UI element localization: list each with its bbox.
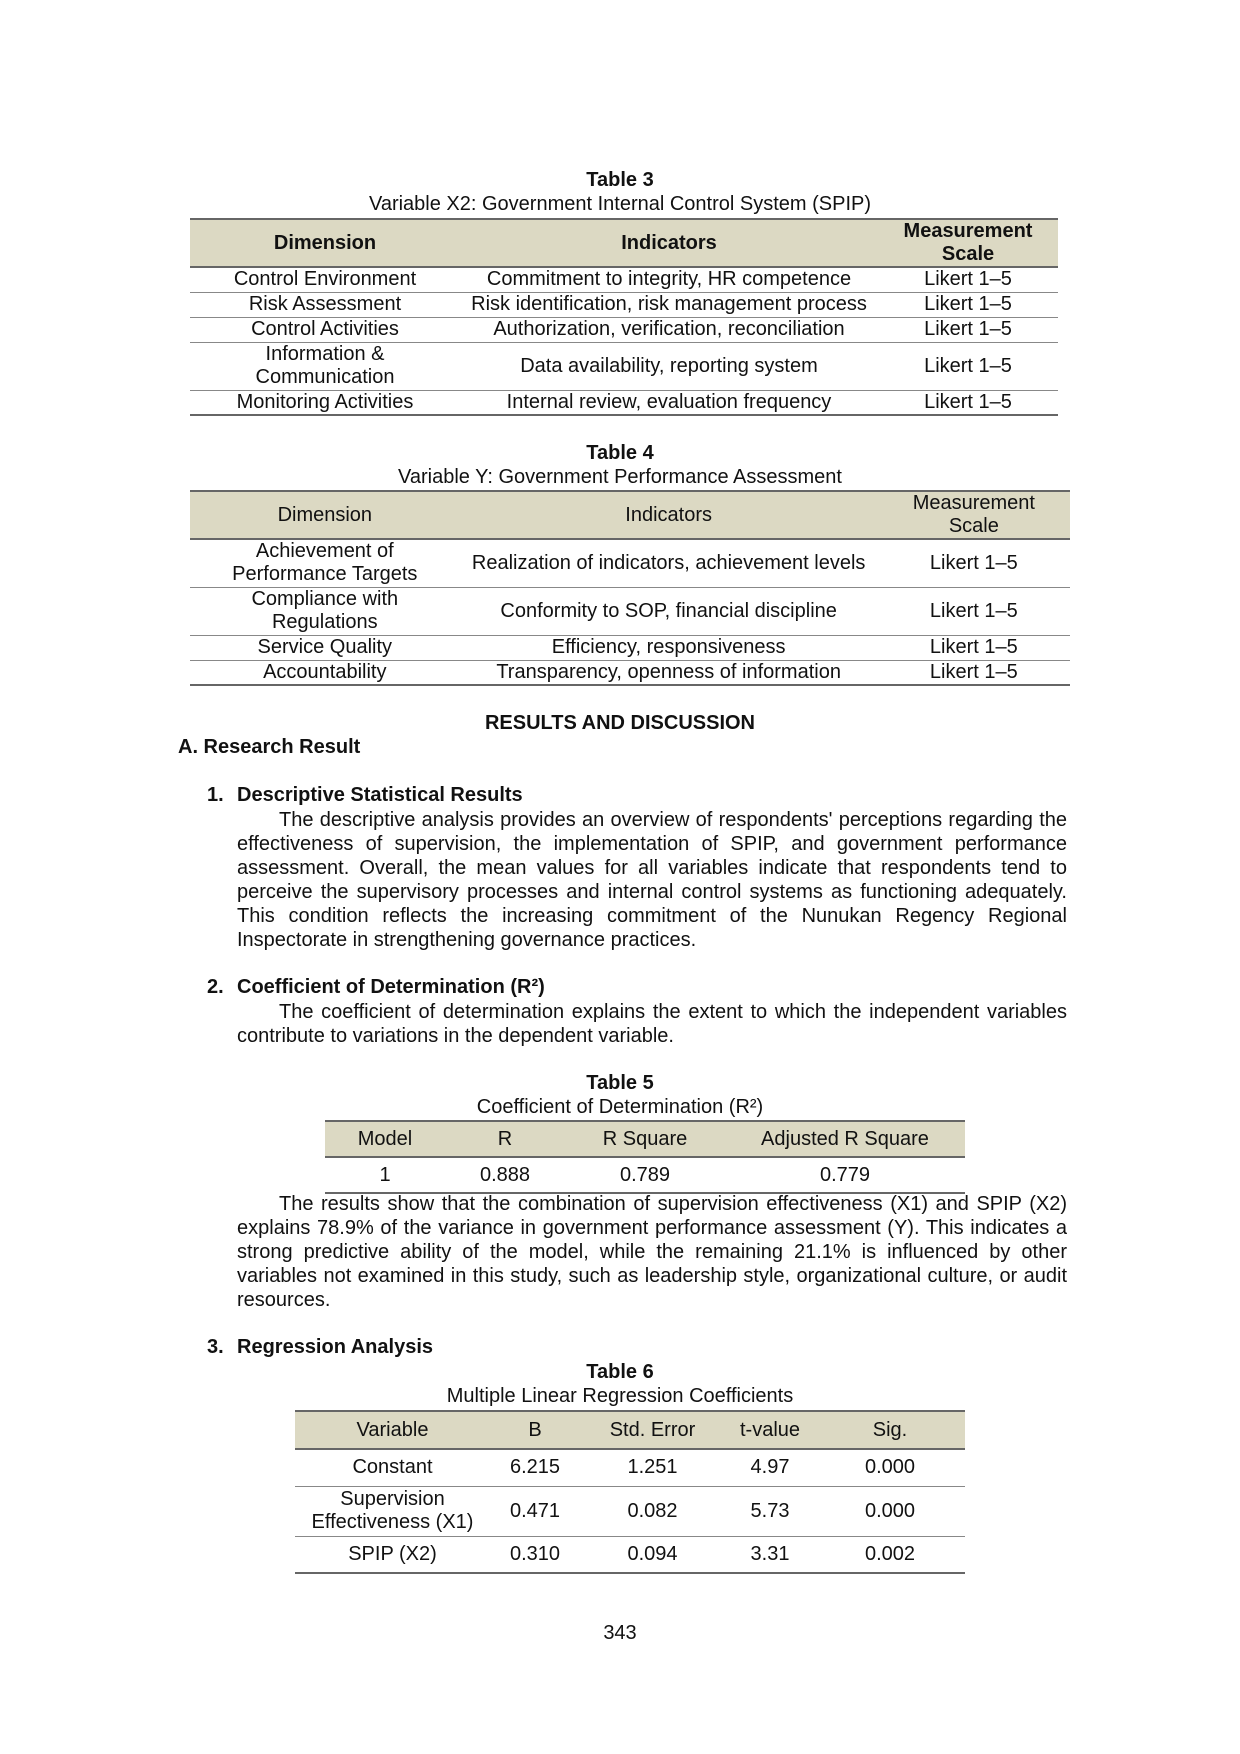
subsection-heading: A. Research Result: [178, 736, 361, 758]
table4-header-cell: Indicators: [460, 491, 878, 539]
item-2-heading: [207, 976, 545, 999]
table-row: [190, 317, 1058, 342]
table-row: [190, 267, 1058, 292]
table-cell: 6.215: [509, 1456, 561, 1479]
item-number: 1.: [207, 784, 224, 806]
table6-header-cell: Sig.: [815, 1411, 965, 1449]
table-cell: Likert 1–5: [924, 318, 1012, 340]
table-cell: Likert 1–5: [924, 390, 1012, 413]
table-cell: Supervision Effectiveness (X1): [311, 1488, 474, 1533]
table3-header-cell: Indicators: [460, 219, 878, 267]
table5-header-row: [325, 1121, 965, 1157]
table-cell: 5.73: [750, 1499, 790, 1522]
table-row: [190, 660, 1070, 685]
table3-header-cell: Dimension: [190, 219, 460, 267]
table-cell: Control Activities: [251, 318, 399, 340]
table-cell: 1: [379, 1163, 391, 1186]
table-cell: SPIP (X2): [348, 1542, 437, 1565]
table-cell: 4.97: [750, 1456, 790, 1479]
table-cell: Risk identification, risk management process: [471, 293, 867, 315]
table-cell: 3.31: [750, 1542, 790, 1565]
table4-number: Table 4: [586, 442, 654, 464]
table-cell: Realization of indicators, achievement levels: [471, 551, 866, 574]
table6-number: Table 6: [586, 1361, 654, 1383]
table3-number: Table 3: [586, 169, 654, 191]
table-cell: Information & Communication: [255, 343, 395, 388]
table-cell: Constant: [352, 1456, 433, 1479]
table5-caption: [0, 1071, 1240, 1119]
table4-header-cell: Dimension: [190, 491, 460, 539]
item-heading-text: Coefficient of Determination (R²): [237, 976, 545, 998]
table3-header-row: [190, 219, 1058, 267]
paragraph-determination: The coefficient of determination explains the extent to which the independent variables contribute to variations in the dependent variable.: [237, 1001, 1067, 1047]
table6-caption: [0, 1360, 1240, 1408]
table-cell: 0.471: [509, 1499, 561, 1522]
table-row: [190, 635, 1070, 660]
table-cell: 0.779: [819, 1163, 871, 1186]
table6-header-cell: Variable: [295, 1411, 490, 1449]
table3-caption: [0, 168, 1240, 216]
table-cell: Internal review, evaluation frequency: [506, 390, 832, 413]
table-cell: 0.002: [864, 1542, 916, 1565]
table5-title: Coefficient of Determination (R²): [476, 1096, 764, 1118]
paragraph-results: The results show that the combination of supervision effectiveness (X1) and SPIP (X2) explains 78.9% of the variance in government performance assessment (Y). This indicates a strong predictive ability of the model, while the remaining 21.1% is influenced by other variables not examined in this study, such as leadership style, organizational culture, or audit resources.: [237, 1193, 1067, 1311]
table-cell: Likert 1–5: [924, 293, 1012, 315]
table-row: [190, 539, 1070, 587]
table-cell: 0.310: [509, 1542, 561, 1565]
table3-title: Variable X2: Government Internal Control System (SPIP): [368, 193, 872, 215]
table4: [190, 490, 1070, 686]
table-cell: Authorization, verification, reconciliation: [493, 318, 845, 340]
table-cell: Likert 1–5: [929, 660, 1018, 683]
table6: [295, 1410, 965, 1574]
table-cell: Control Environment: [233, 268, 417, 291]
table-cell: Risk Assessment: [248, 293, 402, 315]
item-heading-text: Regression Analysis: [237, 1336, 434, 1358]
table6-header-cell: t-value: [725, 1411, 815, 1449]
table6-header-cell: Std. Error: [580, 1411, 725, 1449]
table-cell: Likert 1–5: [924, 268, 1012, 291]
table-cell: 0.082: [627, 1499, 678, 1522]
table6-header-row: [295, 1411, 965, 1449]
table-cell: Data availability, reporting system: [520, 354, 818, 377]
paragraph-descriptive: The descriptive analysis provides an overview of respondents' perceptions regarding the effectiveness of supervision, the implementation of SPIP, and government performance assessment. Overall, the mean values for all variables indicate that respondents tend to perceive the supervisory processes and internal control systems as functioning adequately. This condition reflects the increasing commitment of the Nunukan Regency Regional Inspectorate in strengthening governance practices.: [237, 809, 1067, 951]
table3: [190, 218, 1058, 416]
table-row: [190, 342, 1058, 390]
item-number: 2.: [207, 976, 224, 998]
table-row: [295, 1536, 965, 1573]
table4-header-row: [190, 491, 1070, 539]
table-row: [190, 390, 1058, 415]
table-cell: Commitment to integrity, HR competence: [486, 268, 852, 291]
table-cell: Efficiency, responsiveness: [551, 636, 786, 658]
item-3-heading: [207, 1336, 433, 1359]
table-cell: 0.000: [864, 1456, 916, 1479]
table4-header-cell: Measurement Scale: [878, 491, 1070, 539]
item-heading-text: Descriptive Statistical Results: [237, 784, 523, 806]
table5: [325, 1120, 965, 1194]
table-cell: Likert 1–5: [924, 354, 1012, 377]
table4-caption: [0, 441, 1240, 489]
table-cell: Likert 1–5: [929, 636, 1018, 658]
item-number: 3.: [207, 1336, 224, 1358]
table-row: [295, 1449, 965, 1486]
table6-title: Multiple Linear Regression Coefficients: [446, 1385, 794, 1407]
table-row: [190, 587, 1070, 635]
table4-title: Variable Y: Government Performance Assessment: [398, 466, 842, 488]
table-cell: 0.000: [864, 1499, 916, 1522]
table6-header-cell: B: [490, 1411, 580, 1449]
table-cell: Accountability: [263, 660, 387, 683]
table-row: [325, 1157, 965, 1193]
table5-header-cell: Model: [325, 1121, 445, 1157]
table-cell: Compliance with Regulations: [251, 588, 399, 633]
table-cell: 0.888: [479, 1163, 531, 1186]
table-cell: Conformity to SOP, financial discipline: [500, 599, 837, 622]
table5-header-cell: Adjusted R Square: [725, 1121, 965, 1157]
table5-header-cell: R Square: [565, 1121, 725, 1157]
table-cell: Achievement of Performance Targets: [232, 540, 418, 586]
table-row: [295, 1486, 965, 1536]
item-1-heading: [207, 784, 523, 807]
table3-header-cell: Measurement Scale: [878, 219, 1058, 267]
table-cell: 0.094: [627, 1542, 678, 1565]
table5-number: Table 5: [586, 1072, 654, 1094]
table5-header-cell: R: [445, 1121, 565, 1157]
table-cell: 0.789: [619, 1163, 671, 1186]
table-cell: 1.251: [627, 1456, 678, 1479]
table-row: [190, 292, 1058, 317]
table-cell: Monitoring Activities: [236, 390, 414, 413]
table-cell: Service Quality: [257, 636, 393, 658]
page-number: 343: [603, 1622, 637, 1644]
table-cell: Transparency, openness of information: [496, 660, 841, 683]
table-cell: Likert 1–5: [929, 599, 1018, 622]
section-title: RESULTS AND DISCUSSION: [484, 712, 756, 734]
table-cell: Likert 1–5: [929, 551, 1018, 574]
